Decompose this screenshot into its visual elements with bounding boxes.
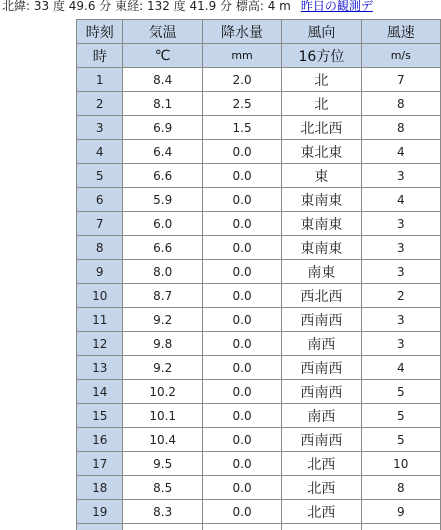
table-row	[77, 236, 441, 260]
unit-time: 時	[77, 44, 123, 68]
table-row	[77, 92, 441, 116]
table-row	[77, 332, 441, 356]
wind-direction-cell: 東	[282, 164, 361, 188]
wind-direction-cell: 東南東	[282, 212, 361, 236]
precipitation-cell: 1.5	[202, 116, 281, 140]
hour-cell: 15	[77, 404, 123, 428]
hour-cell: 19	[77, 500, 123, 524]
temperature-cell: 8.1	[123, 92, 202, 116]
wind-speed-cell: 8	[361, 92, 440, 116]
precipitation-cell: 0.0	[202, 500, 281, 524]
temperature-cell: 9.2	[123, 308, 202, 332]
precipitation-cell: 0.0	[202, 212, 281, 236]
temperature-cell: 8.0	[123, 260, 202, 284]
table-header-row	[77, 20, 441, 44]
precipitation-cell: 0.0	[202, 236, 281, 260]
temperature-cell: 9.2	[123, 356, 202, 380]
temperature-cell: 8.7	[123, 284, 202, 308]
wind-direction-cell: 南西	[282, 404, 361, 428]
unit-precipitation: mm	[202, 44, 281, 68]
temperature-cell: 6.0	[123, 212, 202, 236]
temperature-cell: 9.5	[123, 452, 202, 476]
table-row	[77, 308, 441, 332]
wind-speed-cell: 3	[361, 164, 440, 188]
wind-speed-cell: 4	[361, 140, 440, 164]
wind-direction-cell: 西南西	[282, 380, 361, 404]
wind-speed-cell: 4	[361, 356, 440, 380]
column-header-temperature: 気温	[123, 20, 202, 44]
empty-cell	[123, 524, 202, 530]
wind-speed-cell: 5	[361, 404, 440, 428]
unit-temperature: ℃	[123, 44, 202, 68]
hour-cell: 5	[77, 164, 123, 188]
table-row	[77, 404, 441, 428]
hour-cell: 6	[77, 188, 123, 212]
temperature-cell: 10.4	[123, 428, 202, 452]
precipitation-cell: 0.0	[202, 428, 281, 452]
wind-speed-cell: 2	[361, 284, 440, 308]
wind-direction-cell: 北北西	[282, 116, 361, 140]
hour-cell: 16	[77, 428, 123, 452]
table-row	[77, 188, 441, 212]
temperature-cell: 8.4	[123, 68, 202, 92]
column-header-wind-speed: 風速	[361, 20, 440, 44]
wind-speed-cell: 3	[361, 308, 440, 332]
wind-speed-cell: 3	[361, 260, 440, 284]
wind-speed-cell: 8	[361, 116, 440, 140]
table-row	[77, 380, 441, 404]
precipitation-cell: 0.0	[202, 476, 281, 500]
table-body	[77, 68, 441, 530]
table-row	[77, 476, 441, 500]
hour-cell: 1	[77, 68, 123, 92]
unit-wind-speed: m/s	[361, 44, 440, 68]
location-info: 北緯: 33 度 49.6 分 東経: 132 度 41.9 分 標高: 4 m	[2, 0, 291, 13]
hour-cell: 8	[77, 236, 123, 260]
wind-speed-cell: 3	[361, 236, 440, 260]
table-row	[77, 116, 441, 140]
temperature-cell: 10.1	[123, 404, 202, 428]
precipitation-cell: 0.0	[202, 308, 281, 332]
wind-direction-cell: 北西	[282, 476, 361, 500]
unit-wind-direction: 16方位	[282, 44, 361, 68]
precipitation-cell: 0.0	[202, 140, 281, 164]
wind-speed-cell: 9	[361, 500, 440, 524]
temperature-cell: 6.4	[123, 140, 202, 164]
precipitation-cell: 0.0	[202, 380, 281, 404]
hour-cell: 3	[77, 116, 123, 140]
wind-speed-cell: 3	[361, 212, 440, 236]
hour-cell: 17	[77, 452, 123, 476]
yesterday-data-link[interactable]: 昨日の観測デ	[300, 0, 373, 13]
wind-direction-cell: 北	[282, 92, 361, 116]
temperature-cell: 10.2	[123, 380, 202, 404]
table-row	[77, 428, 441, 452]
precipitation-cell: 0.0	[202, 356, 281, 380]
precipitation-cell: 0.0	[202, 188, 281, 212]
wind-speed-cell: 3	[361, 332, 440, 356]
precipitation-cell: 0.0	[202, 260, 281, 284]
table-row	[77, 284, 441, 308]
hour-cell: 7	[77, 212, 123, 236]
hour-cell: 10	[77, 284, 123, 308]
temperature-cell: 9.8	[123, 332, 202, 356]
wind-direction-cell: 北西	[282, 452, 361, 476]
wind-speed-cell: 5	[361, 380, 440, 404]
wind-speed-cell: 10	[361, 452, 440, 476]
hour-cell: 4	[77, 140, 123, 164]
table-row	[77, 452, 441, 476]
wind-direction-cell: 南東	[282, 260, 361, 284]
hour-cell: 14	[77, 380, 123, 404]
table-unit-row	[77, 44, 441, 68]
empty-cell	[202, 524, 281, 530]
temperature-cell: 8.3	[123, 500, 202, 524]
wind-speed-cell: 4	[361, 188, 440, 212]
table-row	[77, 356, 441, 380]
empty-cell	[77, 524, 123, 530]
empty-cell	[361, 524, 440, 530]
wind-direction-cell: 南西	[282, 332, 361, 356]
table-row	[77, 500, 441, 524]
wind-direction-cell: 東南東	[282, 236, 361, 260]
wind-direction-cell: 西南西	[282, 428, 361, 452]
precipitation-cell: 2.5	[202, 92, 281, 116]
precipitation-cell: 0.0	[202, 164, 281, 188]
hour-cell: 11	[77, 308, 123, 332]
wind-direction-cell: 東北東	[282, 140, 361, 164]
temperature-cell: 6.9	[123, 116, 202, 140]
hour-cell: 2	[77, 92, 123, 116]
temperature-cell: 8.5	[123, 476, 202, 500]
wind-direction-cell: 北	[282, 68, 361, 92]
wind-speed-cell: 7	[361, 68, 440, 92]
wind-direction-cell: 北西	[282, 500, 361, 524]
table-row	[77, 212, 441, 236]
wind-direction-cell: 西南西	[282, 308, 361, 332]
empty-cell	[282, 524, 361, 530]
hour-cell: 13	[77, 356, 123, 380]
table-row	[77, 164, 441, 188]
hourly-observation-table	[76, 19, 441, 530]
table-row	[77, 260, 441, 284]
precipitation-cell: 2.0	[202, 68, 281, 92]
location-info-line	[2, 0, 373, 17]
precipitation-cell: 0.0	[202, 452, 281, 476]
temperature-cell: 6.6	[123, 164, 202, 188]
temperature-cell: 5.9	[123, 188, 202, 212]
table-row-cutoff	[77, 524, 441, 530]
precipitation-cell: 0.0	[202, 284, 281, 308]
hour-cell: 18	[77, 476, 123, 500]
table-row	[77, 140, 441, 164]
wind-speed-cell: 5	[361, 428, 440, 452]
wind-direction-cell: 西北西	[282, 284, 361, 308]
wind-direction-cell: 東南東	[282, 188, 361, 212]
wind-speed-cell: 8	[361, 476, 440, 500]
hour-cell: 9	[77, 260, 123, 284]
wind-direction-cell: 西南西	[282, 356, 361, 380]
precipitation-cell: 0.0	[202, 332, 281, 356]
column-header-precipitation: 降水量	[202, 20, 281, 44]
table-row	[77, 68, 441, 92]
precipitation-cell: 0.0	[202, 404, 281, 428]
column-header-wind-direction: 風向	[282, 20, 361, 44]
hour-cell: 12	[77, 332, 123, 356]
temperature-cell: 6.6	[123, 236, 202, 260]
column-header-time: 時刻	[77, 20, 123, 44]
